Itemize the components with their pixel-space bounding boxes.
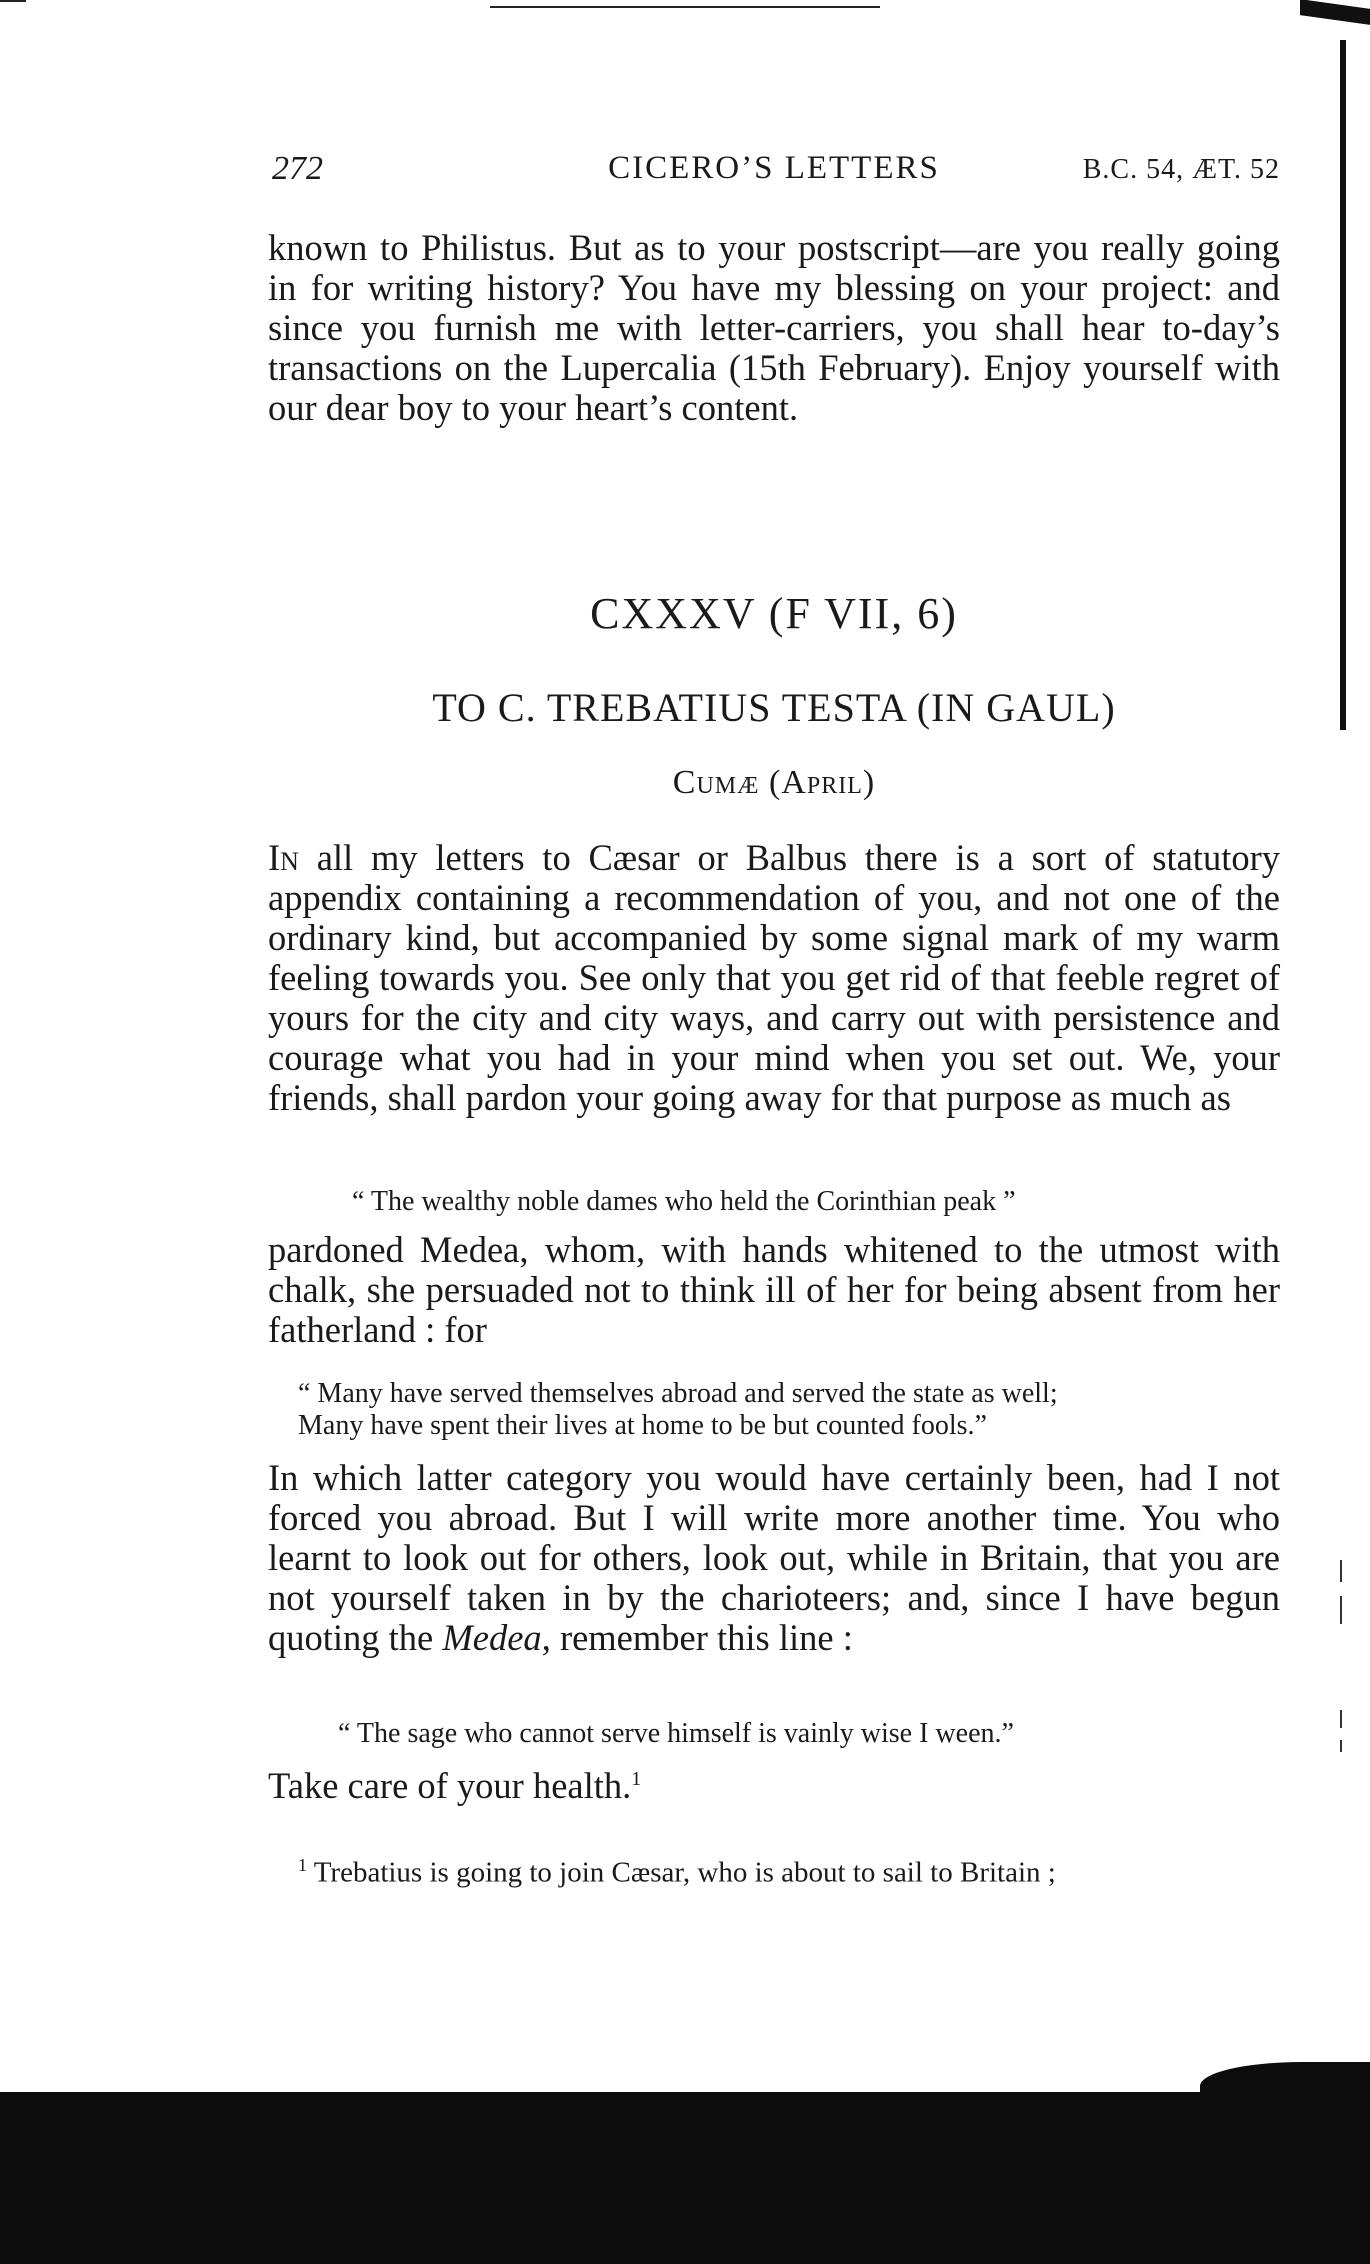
paragraph: known to Philistus. But as to your postscript—are you really going in for writing history? You have my blessing on your project: and since you furnish me with letter-carriers, you shall hear to-day’s transactions on the Lupercalia (15th February). Enjoy yourself with our dear boy to your heart’s content.	[268, 227, 1280, 428]
page-edge-shadow	[1340, 40, 1346, 730]
margin-mark	[1340, 1740, 1342, 1752]
letter-number-heading: CXXXV (F VII, 6)	[590, 589, 958, 638]
paragraph-text: all my letters to Cæsar or Balbus there is a sort of statutory appendix containing a recommendation of you, and not one of the ordinary kind, but accompanied by some signal mark of my warm feeling towards you. See only that you get rid of that feeble regret of yours for the city and city ways, and carry out with persistence and courage what you had in your mind when you set out. We, your friends, shall pardon your going away for that purpose as much as	[268, 837, 1280, 1118]
verse-quote: “ The sage who cannot serve himself is vainly wise I ween.”	[338, 1718, 1014, 1749]
footnote-marker: 1	[298, 1855, 307, 1875]
closing-text: Take care of your health.	[268, 1765, 632, 1806]
paragraph	[268, 838, 1280, 1118]
running-date: B.C. 54, ÆT. 52	[1082, 154, 1280, 185]
page-edge-shadow-top	[1300, 0, 1370, 25]
scan-background-bottom	[0, 2092, 1370, 2264]
initial-word: In	[268, 837, 299, 878]
closing-line	[268, 1764, 641, 1807]
footnote	[298, 1848, 1280, 1890]
letter-recipient-heading: TO C. TREBATIUS TESTA (IN GAUL)	[432, 685, 1116, 730]
paragraph-text: In which latter category you would have certainly been, had I not forced you abroad. But I will write more another time. You who learnt to look out for others, look out, while in Britain, that you are not yourself taken in by the charioteers; and, since I have begun quoting the	[268, 1457, 1280, 1658]
scan-edge-line	[490, 6, 880, 8]
scan-edge-mark	[0, 0, 26, 2]
footnote-reference: 1	[631, 1767, 642, 1790]
running-title: CICERO’S LETTERS	[608, 150, 940, 186]
verse-quote	[298, 1378, 1278, 1442]
page-number: 272	[272, 150, 323, 187]
running-head	[268, 150, 1280, 200]
verse-line: Many have spent their lives at home to be but counted fools.”	[298, 1410, 987, 1441]
letter-place-date: Cumæ (April)	[672, 764, 876, 801]
verse-line: “ Many have served themselves abroad and served the state as well;	[298, 1378, 1058, 1409]
footnote-text: Trebatius is going to join Cæsar, who is about to sail to Britain ;	[307, 1856, 1056, 1889]
italic-title: Medea	[442, 1617, 542, 1658]
paragraph-text: , remember this line :	[541, 1617, 853, 1658]
margin-mark	[1340, 1560, 1342, 1582]
verse-quote: “ The wealthy noble dames who held the Corinthian peak ”	[352, 1186, 1016, 1217]
margin-mark	[1340, 1710, 1342, 1728]
paragraph	[268, 1458, 1280, 1658]
paragraph: pardoned Medea, whom, with hands whitened to the utmost with chalk, she persuaded not to think ill of her for being absent from her fatherland : for	[268, 1229, 1280, 1350]
margin-mark	[1340, 1596, 1342, 1624]
